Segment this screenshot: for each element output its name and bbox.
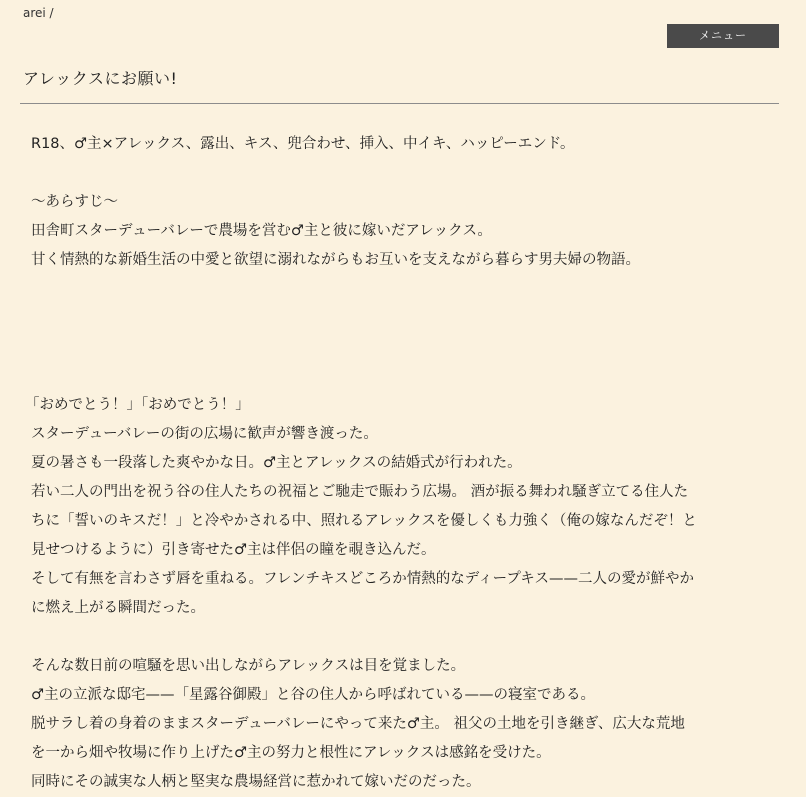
story-line: 見せつけるように）引き寄せた♂主は伴侶の瞳を覗き込んだ。 bbox=[31, 542, 436, 558]
story-line: 同時にその誠実な人柄と堅実な農場経営に惹かれて嫁いだのだった。 bbox=[31, 774, 481, 790]
section-gap bbox=[31, 275, 779, 391]
tags-line: R18、♂主×アレックス、露出、キス、兜合わせ、挿入、中イキ、ハッピーエンド。 bbox=[31, 136, 575, 152]
story-line: ♂主の立派な邸宅——「星露谷御殿」と谷の住人から呼ばれている——の寝室である。 bbox=[31, 687, 595, 703]
blank-line bbox=[31, 623, 779, 652]
story-line: 若い二人の門出を祝う谷の住人たちの祝福とご馳走で賑わう広場。 酒が振る舞われ騒ぎ立てる住人た bbox=[31, 484, 689, 500]
story-line: スターデューバレーの街の広場に歓声が響き渡った。 bbox=[31, 426, 378, 442]
story-line: そして有無を言わさず唇を重ねる。フレンチキスどころか情熱的なディープキス——二人の愛が鮮やか bbox=[31, 571, 695, 587]
story-line: 「おめでとう！」「おめでとう！」 bbox=[25, 397, 250, 413]
title-divider bbox=[20, 103, 779, 104]
blank-line bbox=[31, 159, 779, 188]
story-line: を一から畑や牧場に作り上げた♂主の努力と根性にアレックスは感銘を受けた。 bbox=[31, 745, 551, 761]
story-body bbox=[25, 130, 779, 797]
story-line: 脱サラし着の身着のままスターデューバレーにやって来た♂主。 祖父の土地を引き継ぎ、広大な荒地 bbox=[31, 716, 685, 732]
story-line: 夏の暑さも一段落した爽やかな日。♂主とアレックスの結婚式が行われた。 bbox=[31, 455, 522, 471]
story-line: に燃え上がる瞬間だった。 bbox=[31, 600, 205, 616]
story-line: ちに「誓いのキスだ！」と冷やかされる中、照れるアレックスを優しくも力強く（俺の嫁なんだぞ！と bbox=[31, 513, 697, 529]
story-line: そんな数日前の喧騒を思い出しながらアレックスは目を覚ました。 bbox=[31, 658, 466, 674]
page-title: アレックスにお願い! bbox=[23, 69, 178, 88]
breadcrumb[interactable]: arei / bbox=[23, 6, 54, 20]
synopsis-line: 甘く情熱的な新婚生活の中愛と欲望に溺れながらもお互いを支えながら暮らす男夫婦の物語。 bbox=[31, 252, 640, 268]
menu-button[interactable]: メニュー bbox=[667, 24, 779, 48]
synopsis-line: 田舎町スターデューバレーで農場を営む♂主と彼に嫁いだアレックス。 bbox=[31, 223, 492, 239]
synopsis-heading: 〜あらすじ〜 bbox=[31, 194, 118, 210]
